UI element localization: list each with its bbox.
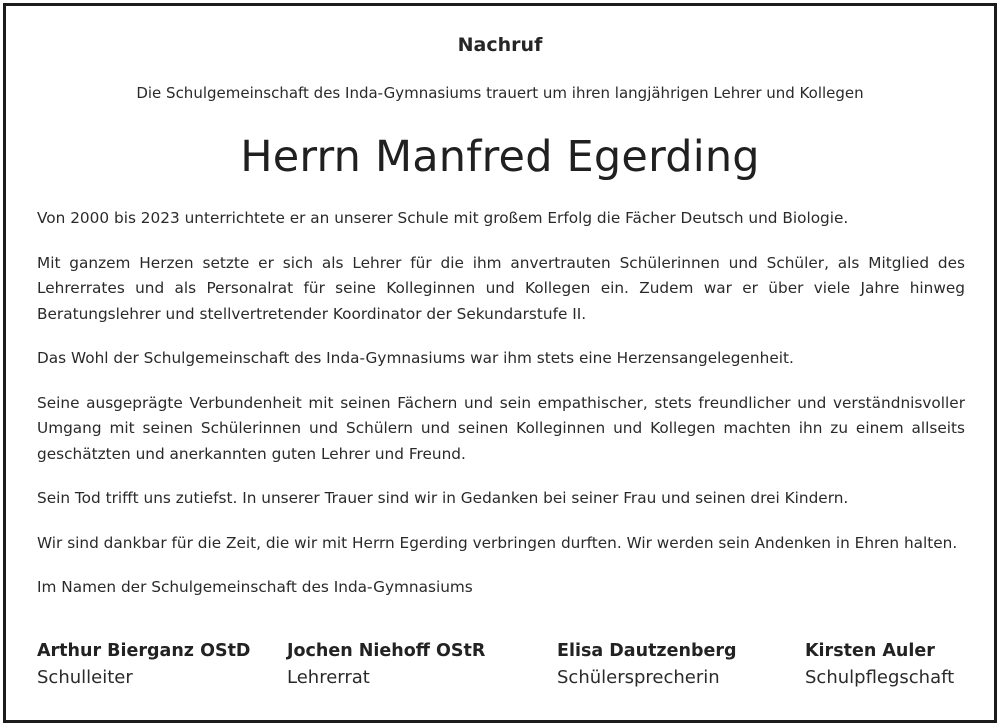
signatory-role: Schulpflegschaft bbox=[805, 667, 955, 688]
signatory bbox=[287, 641, 485, 688]
signatory bbox=[805, 641, 954, 688]
paragraph-character: Seine ausgeprägte Verbundenheit mit seinen Fächern und sein empathischer, stets freundlicher und verständnisvoller Umgang mit seinen Schülerinnen und Schülern und seinen Kolleginnen und Kollegen machten ihn zu einem allseits geschätzten und anerkannten guten Lehrer und Freund. bbox=[37, 393, 965, 463]
signatory-name: Arthur Bierganz OStD bbox=[37, 641, 251, 661]
paragraph-gratitude: Wir sind dankbar für die Zeit, die wir mit Herrn Egerding verbringen durften. Wir werden sein Andenken in Ehren halten. bbox=[37, 533, 958, 552]
closing-line: Im Namen der Schulgemeinschaft des Inda-Gymnasiums bbox=[37, 578, 473, 596]
paragraph-commitment: Mit ganzem Herzen setzte er sich als Lehrer für die ihm anvertrauten Schülerinnen und Schüler, als Mitglied des Lehrerrates und als Personalrat für seine Kolleginnen und Kollegen ein. Zudem war er über viele Jahre hinweg Beratungslehrer und stellvertretender Koordinator der Sekundarstufe II. bbox=[37, 253, 965, 323]
signatory-name: Kirsten Auler bbox=[805, 641, 935, 661]
signatory-role: Schulleiter bbox=[37, 667, 133, 688]
notice-heading: Nachruf bbox=[457, 34, 543, 56]
signatory bbox=[557, 641, 737, 688]
signatory-role: Lehrerrat bbox=[287, 667, 370, 688]
paragraph-school-welfare: Das Wohl der Schulgemeinschaft des Inda-Gymnasiums war ihm stets eine Herzensangelegenheit. bbox=[37, 349, 794, 367]
deceased-name: Herrn Manfred Egerding bbox=[240, 132, 760, 182]
signatory-role: Schülersprecherin bbox=[557, 667, 720, 688]
signatory-name: Jochen Niehoff OStR bbox=[287, 641, 486, 661]
signatory-name: Elisa Dautzenberg bbox=[557, 641, 737, 661]
paragraph-condolence: Sein Tod trifft uns zutiefst. In unserer Trauer sind wir in Gedanken bei seiner Frau und seinen drei Kindern. bbox=[37, 489, 849, 507]
paragraph-teaching: Von 2000 bis 2023 unterrichtete er an unserer Schule mit großem Erfolg die Fächer Deutsch und Biologie. bbox=[37, 209, 849, 227]
intro-line: Die Schulgemeinschaft des Inda-Gymnasiums trauert um ihren langjährigen Lehrer und Kollegen bbox=[136, 84, 864, 102]
signatory bbox=[37, 641, 250, 688]
notice-body bbox=[37, 206, 965, 601]
